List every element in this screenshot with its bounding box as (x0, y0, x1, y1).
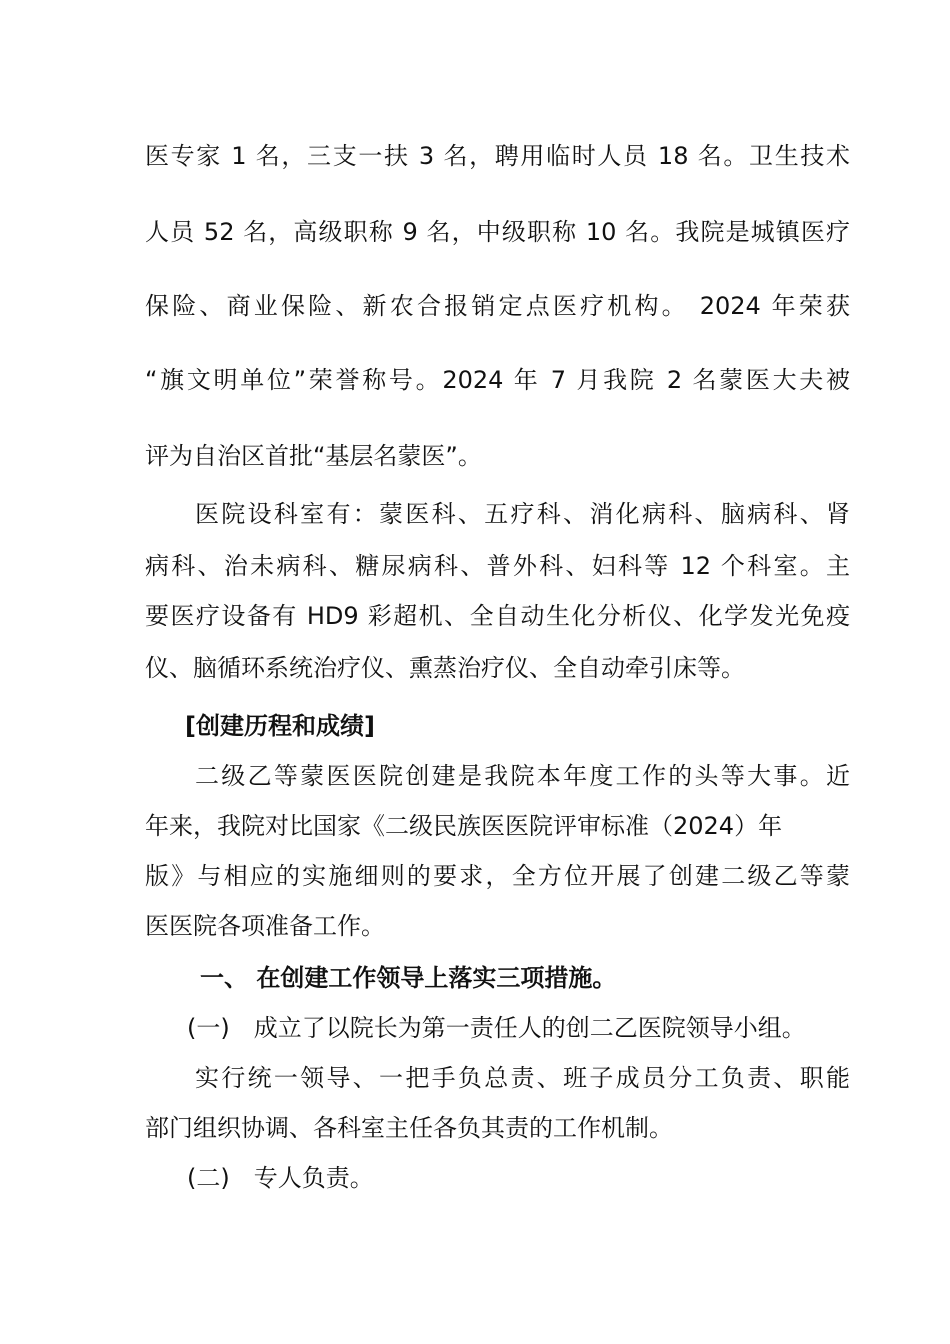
section-heading: [创建历程和成绩] (185, 712, 375, 740)
text-line: 版》与相应的实施细则的要求，全方位开展了创建二级乙等蒙 (145, 862, 850, 890)
text-line: “旗文明单位”荣誉称号。2024 年 7 月我院 2 名蒙医大夫被 (145, 366, 850, 394)
text-line: 部门组织协调、各科室主任各负其责的工作机制。 (145, 1114, 673, 1142)
text-line: 实行统一领导、一把手负总责、班子成员分工负责、职能 (195, 1064, 850, 1092)
text-line: 医院设科室有：蒙医科、五疗科、消化病科、脑病科、肾 (195, 500, 850, 528)
text-line: 保险、商业保险、新农合报销定点医疗机构。 2024 年荣获 (145, 292, 850, 320)
list-item: (二) 专人负责。 (187, 1164, 374, 1192)
text-line: 仪、脑循环系统治疗仪、熏蒸治疗仪、全自动牵引床等。 (145, 654, 745, 682)
heading-one: 一、 在创建工作领导上落实三项措施。 (200, 964, 617, 992)
text-line: 人员 52 名，高级职称 9 名，中级职称 10 名。我院是城镇医疗 (145, 218, 850, 246)
text-line: 二级乙等蒙医医院创建是我院本年度工作的头等大事。近 (195, 762, 850, 790)
text-line: 医医院各项准备工作。 (145, 912, 385, 940)
text-line: 年来，我院对比国家《二级民族医医院评审标准（2024）年 (145, 812, 783, 840)
text-line: 要医疗设备有 HD9 彩超机、全自动生化分析仪、化学发光免疫 (145, 602, 850, 630)
text-line: 评为自治区首批“基层名蒙医”。 (145, 442, 482, 470)
list-item: (一) 成立了以院长为第一责任人的创二乙医院领导小组。 (187, 1014, 806, 1042)
text-line: 病科、治未病科、糖尿病科、普外科、妇科等 12 个科室。主 (145, 552, 850, 580)
text-line: 医专家 1 名，三支一扶 3 名，聘用临时人员 18 名。卫生技术 (145, 142, 850, 170)
